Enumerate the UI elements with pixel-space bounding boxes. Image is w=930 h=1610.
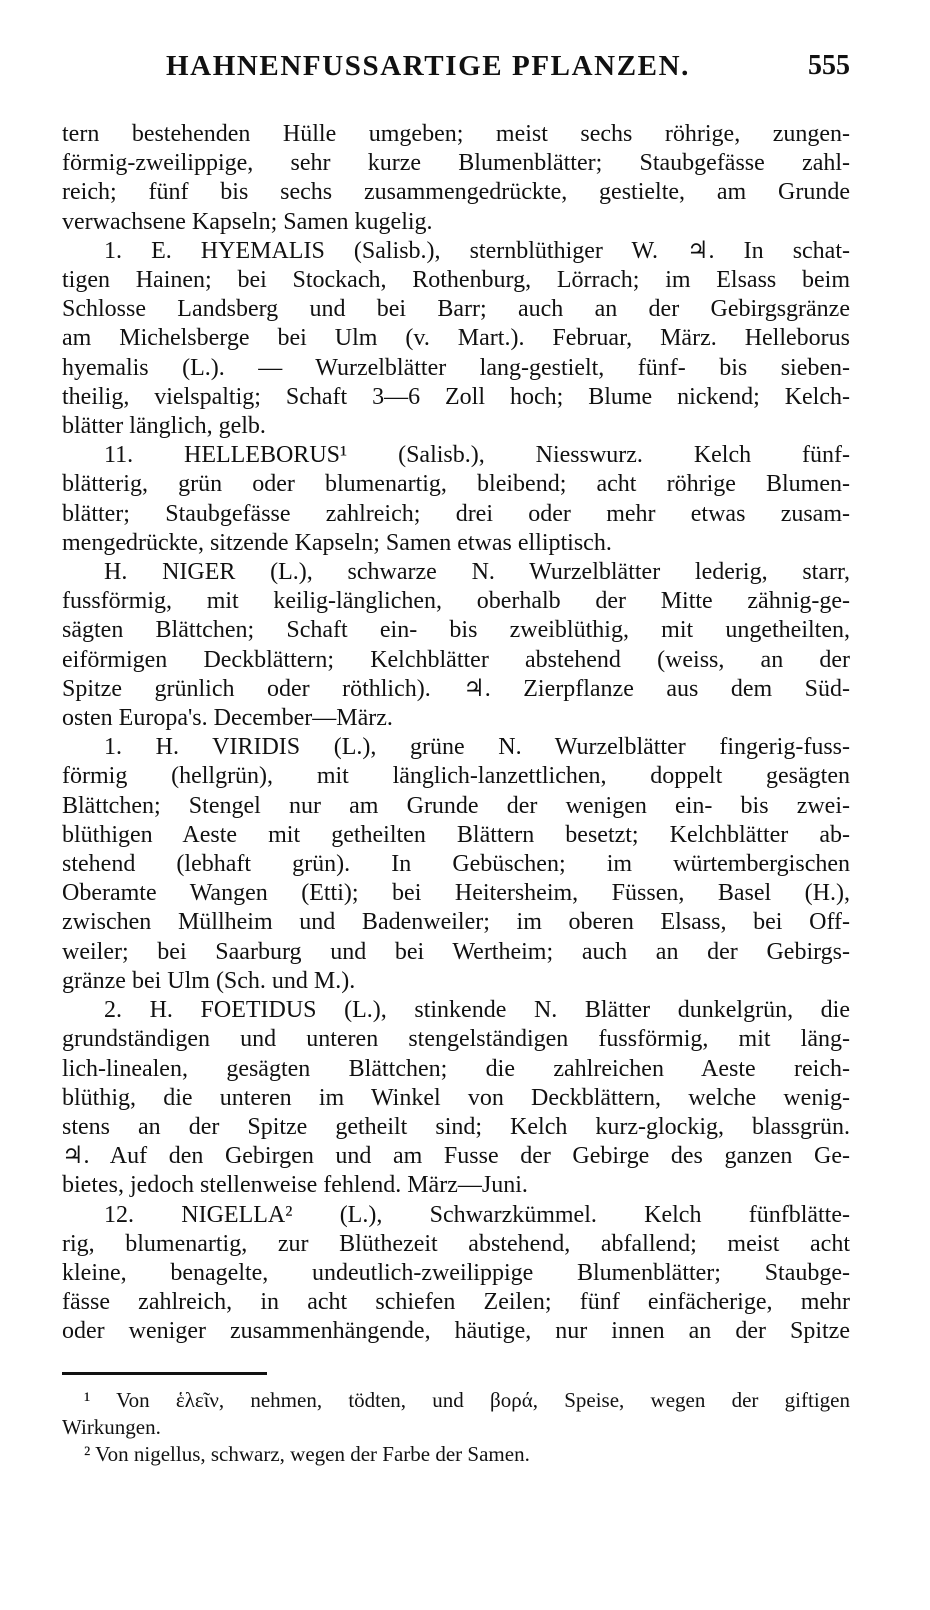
text-line: blätter; Staubgefässe zahlreich; drei oder mehr etwas zusam- — [62, 500, 850, 527]
page-header — [62, 50, 850, 90]
text-line: oder weniger zusammenhängende, häutige, nur innen an der Spitze — [62, 1318, 850, 1345]
footnote-rule — [62, 1372, 267, 1375]
text-line: blätter länglich, gelb. — [62, 413, 266, 440]
running-title: HAHNENFUSSARTIGE PFLANZEN. — [166, 50, 690, 82]
text-line: tigen Hainen; bei Stockach, Rothenburg, Lörrach; im Elsass beim — [62, 267, 850, 294]
text-line: Oberamte Wangen (Etti); bei Heitersheim, Füssen, Basel (H.), — [62, 880, 850, 907]
footnote: ¹ Von ἑλεῖν, nehmen, tödten, und βορά, Speise, wegen der giftigen — [84, 1388, 850, 1412]
text-line: blüthigen Aeste mit getheilten Blättern besetzt; Kelchblätter ab- — [62, 821, 850, 848]
text-line: fussförmig, mit keilig-länglichen, oberhalb der Mitte zähnig-ge- — [62, 588, 850, 615]
text-line: bietes, jedoch stellenweise fehlend. März—Juni. — [62, 1172, 528, 1199]
footnote-list — [62, 1387, 850, 1468]
text-line: verwachsene Kapseln; Samen kugelig. — [62, 208, 433, 235]
text-line: förmig-zweilippige, sehr kurze Blumenblätter; Staubgefässe zahl- — [62, 150, 850, 177]
body-text — [62, 120, 850, 1347]
text-line: grundständigen und unteren stengelständigen fussförmig, mit läng- — [62, 1026, 850, 1053]
text-line: Spitze grünlich oder röthlich). ♃. Zierpflanze aus dem Süd- — [62, 675, 850, 702]
text-line: osten Europa's. December—März. — [62, 705, 393, 732]
text-line: am Michelsberge bei Ulm (v. Mart.). Februar, März. Helleborus — [62, 325, 850, 352]
page-number: 555 — [808, 50, 850, 81]
text-line: kleine, benagelte, undeutlich-zweilippige Blumenblätter; Staubge- — [62, 1259, 850, 1286]
text-line: 1. H. VIRIDIS (L.), grüne N. Wurzelblätter fingerig-fuss- — [104, 734, 850, 761]
text-line: lich-linealen, gesägten Blättchen; die zahlreichen Aeste reich- — [62, 1055, 850, 1082]
text-line: ♃. Auf den Gebirgen und am Fusse der Gebirge des ganzen Ge- — [62, 1143, 850, 1170]
text-line: 2. H. FOETIDUS (L.), stinkende N. Blätter dunkelgrün, die — [104, 997, 850, 1024]
text-line: reich; fünf bis sechs zusammengedrückte, gestielte, am Grunde — [62, 179, 850, 206]
text-line: mengedrückte, sitzende Kapseln; Samen etwas elliptisch. — [62, 529, 612, 556]
text-line: 11. HELLEBORUS¹ (Salisb.), Niesswurz. Kelch fünf- — [104, 442, 850, 469]
text-line: H. NIGER (L.), schwarze N. Wurzelblätter lederig, starr, — [104, 559, 850, 586]
text-line: gränze bei Ulm (Sch. und M.). — [62, 967, 356, 994]
footnotes — [62, 1372, 850, 1468]
text-line: 1. E. HYEMALIS (Salisb.), sternblüthiger W. ♃. In schat- — [104, 237, 850, 264]
footnote: ² Von nigellus, schwarz, wegen der Farbe der Samen. — [84, 1442, 530, 1466]
text-line: fässe zahlreich, in acht schiefen Zeilen; fünf einfächerige, mehr — [62, 1289, 850, 1316]
text-line: rig, blumenartig, zur Blüthezeit abstehend, abfallend; meist acht — [62, 1230, 850, 1257]
text-line: Schlosse Landsberg und bei Barr; auch an der Gebirgsgränze — [62, 296, 850, 323]
text-line: sägten Blättchen; Schaft ein- bis zweiblüthig, mit ungetheilten, — [62, 617, 850, 644]
footnote: Wirkungen. — [62, 1415, 161, 1439]
text-line: blüthig, die unteren im Winkel von Deckblättern, welche wenig- — [62, 1084, 850, 1111]
text-line: weiler; bei Saarburg und bei Wertheim; auch an der Gebirgs- — [62, 938, 850, 965]
text-line: stehend (lebhaft grün). In Gebüschen; im würtembergischen — [62, 851, 850, 878]
text-line: eiförmigen Deckblättern; Kelchblätter abstehend (weiss, an der — [62, 646, 850, 673]
text-line: Blättchen; Stengel nur am Grunde der wenigen ein- bis zwei- — [62, 792, 850, 819]
text-line: förmig (hellgrün), mit länglich-lanzettlichen, doppelt gesägten — [62, 763, 850, 790]
text-line: 12. NIGELLA² (L.), Schwarzkümmel. Kelch fünfblätte- — [104, 1201, 850, 1228]
text-line: stens an der Spitze getheilt sind; Kelch kurz-glockig, blassgrün. — [62, 1113, 850, 1140]
text-line: blätterig, grün oder blumenartig, bleibend; acht röhrige Blumen- — [62, 471, 850, 498]
text-line: hyemalis (L.). — Wurzelblätter lang-gestielt, fünf- bis sieben- — [62, 354, 850, 381]
text-line: tern bestehenden Hülle umgeben; meist sechs röhrige, zungen- — [62, 121, 850, 147]
page — [62, 50, 850, 1347]
text-line: theilig, vielspaltig; Schaft 3—6 Zoll hoch; Blume nickend; Kelch- — [62, 383, 850, 410]
text-line: zwischen Müllheim und Badenweiler; im oberen Elsass, bei Off- — [62, 909, 850, 936]
